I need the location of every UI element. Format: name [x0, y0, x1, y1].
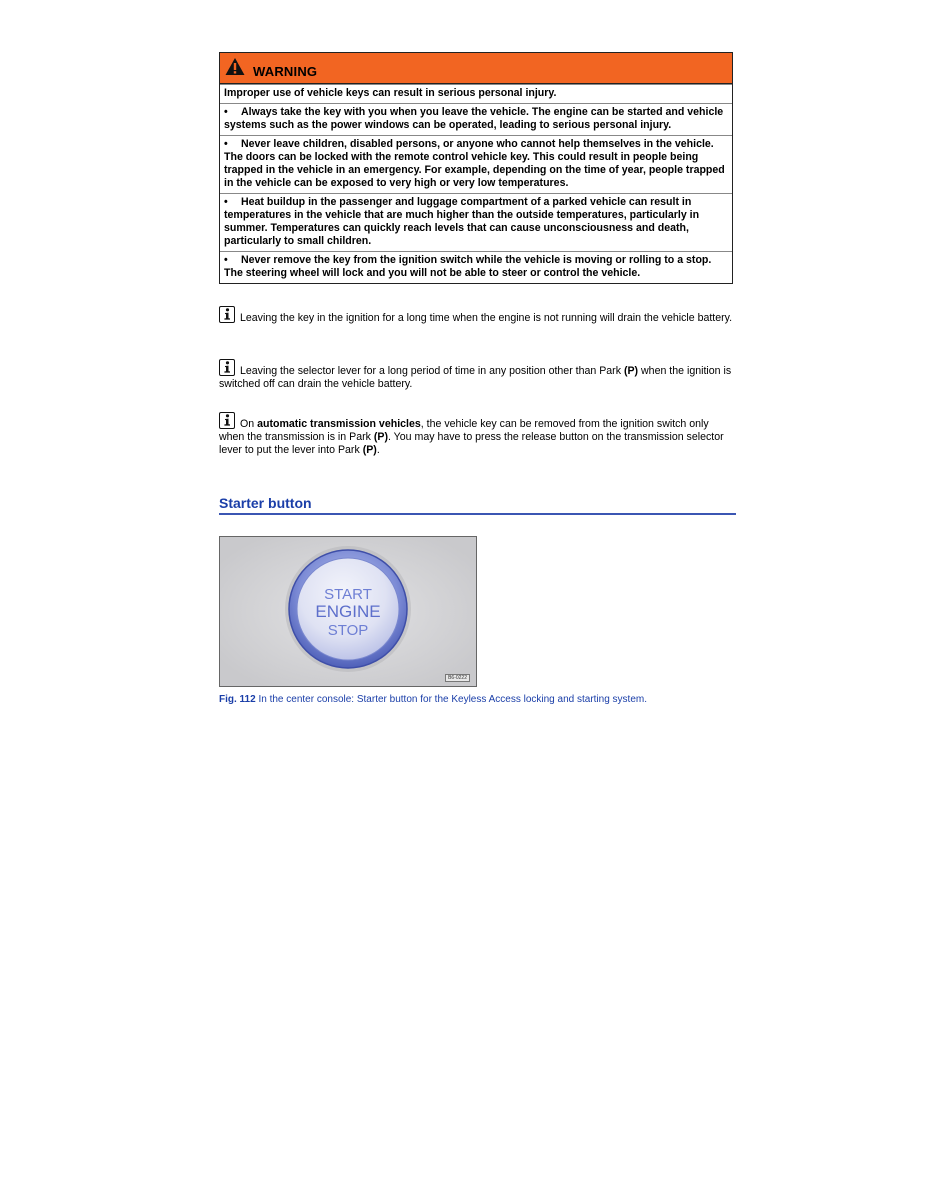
info-note-selector-lever: Leaving the selector lever for a long period of time in any position other than Park (P) when the ignition is switched off can drain the vehicle battery.: [219, 359, 735, 391]
button-label-stop: STOP: [327, 622, 369, 639]
button-label-engine: ENGINE: [315, 602, 381, 621]
figure-code: B6-0222: [445, 674, 470, 682]
warning-bullet: • Never leave children, disabled persons, or anyone who cannot help themselves in the vehicle. The doors can be locked with the remote control vehicle key. This could result in people being trapped in the vehicle in an emergency. For example, depending on the time of year, people trapped in the vehicle can be exposed to very high or very low temperatures.: [220, 135, 732, 193]
start-stop-button-illustration: [220, 537, 476, 686]
bullet-icon: •: [224, 138, 228, 150]
section-heading: Starter button: [219, 495, 312, 511]
figure-caption: Fig. 112 In the center console: Starter button for the Keyless Access locking and starting system.: [219, 694, 647, 705]
info-icon: [219, 359, 235, 376]
info-icon: [219, 412, 235, 429]
button-label-start: START: [324, 586, 372, 603]
warning-bullet: • Heat buildup in the passenger and luggage compartment of a parked vehicle can result in temperatures in the vehicle that are much higher than the outside temperatures, particularly in summer. Temperatures can quickly reach levels that can cause unconsciousness and death, particularly to small children.: [220, 193, 732, 251]
warning-box: [219, 52, 733, 284]
info-icon: [219, 306, 235, 323]
warning-title: WARNING: [253, 64, 318, 79]
bullet-icon: •: [224, 106, 228, 118]
bullet-icon: •: [224, 196, 228, 208]
info-note-battery-key: Leaving the key in the ignition for a long time when the engine is not running will drain the vehicle battery.: [219, 306, 735, 325]
warning-bullet: • Never remove the key from the ignition switch while the vehicle is moving or rolling to a stop. The steering wheel will lock and you will not be able to steer or control the vehicle.: [220, 251, 732, 283]
bullet-icon: •: [224, 254, 228, 266]
warning-intro: Improper use of vehicle keys can result in serious personal injury.: [220, 84, 732, 103]
section-divider: [219, 513, 736, 515]
warning-header: [220, 53, 732, 84]
figure-label: Fig. 112: [219, 694, 256, 705]
warning-bullet: • Always take the key with you when you leave the vehicle. The engine can be started and vehicle systems such as the power windows can be operated, leading to serious personal injury.: [220, 103, 732, 135]
info-note-automatic-transmission: On automatic transmission vehicles, the vehicle key can be removed from the ignition switch only when the transmission is in Park (P). You may have to press the release button on the transmission selector lever to put the lever into Park (P).: [219, 412, 735, 457]
warning-triangle-icon: [225, 57, 245, 76]
starter-button-figure: [219, 536, 477, 687]
